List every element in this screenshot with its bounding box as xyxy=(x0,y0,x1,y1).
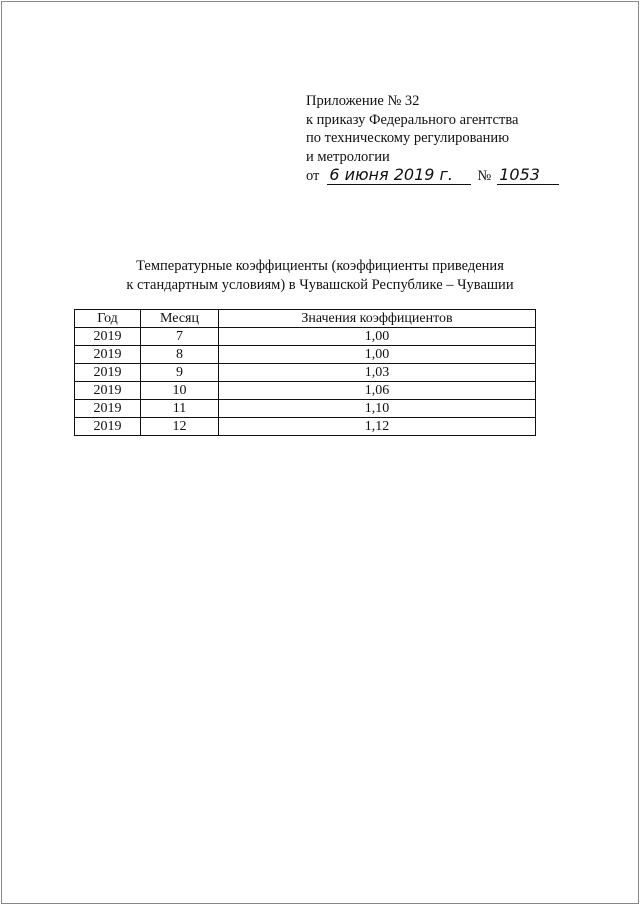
table-row xyxy=(75,346,536,364)
cell-month: 11 xyxy=(141,400,219,418)
appendix-block xyxy=(306,92,559,185)
cell-coefficient: 1,12 xyxy=(219,418,536,436)
number-sign: № xyxy=(477,167,492,184)
header-year: Год xyxy=(75,310,141,328)
cell-year: 2019 xyxy=(75,328,141,346)
cell-month: 10 xyxy=(141,382,219,400)
cell-coefficient: 1,10 xyxy=(219,400,536,418)
title-line-1: Температурные коэффициенты (коэффициенты приведения xyxy=(136,258,504,274)
cell-year: 2019 xyxy=(75,364,141,382)
title-line-2: к стандартным условиям) в Чувашской Республике – Чувашии xyxy=(126,277,514,293)
header-coefficient: Значения коэффициентов xyxy=(219,310,536,328)
table-row xyxy=(75,328,536,346)
appendix-metrology-line: и метрологии xyxy=(306,148,390,165)
cell-year: 2019 xyxy=(75,346,141,364)
cell-month: 12 xyxy=(141,418,219,436)
handwritten-order-number: 1053 xyxy=(497,166,559,185)
header-month: Месяц xyxy=(141,310,219,328)
appendix-order-line: к приказу Федерального агентства xyxy=(306,111,519,128)
from-label: от xyxy=(306,167,320,184)
table-row xyxy=(75,400,536,418)
cell-month: 7 xyxy=(141,328,219,346)
order-date-line xyxy=(306,166,559,185)
cell-year: 2019 xyxy=(75,400,141,418)
cell-coefficient: 1,00 xyxy=(219,346,536,364)
table-row xyxy=(75,382,536,400)
handwritten-date: 6 июня 2019 г. xyxy=(327,166,471,185)
table-header-row xyxy=(75,310,536,328)
cell-coefficient: 1,06 xyxy=(219,382,536,400)
coefficients-table xyxy=(74,309,536,436)
appendix-title: Приложение № 32 xyxy=(306,93,420,109)
cell-month: 8 xyxy=(141,346,219,364)
table-row xyxy=(75,364,536,382)
cell-coefficient: 1,00 xyxy=(219,328,536,346)
table-row xyxy=(75,418,536,436)
cell-year: 2019 xyxy=(75,382,141,400)
cell-coefficient: 1,03 xyxy=(219,364,536,382)
cell-year: 2019 xyxy=(75,418,141,436)
document-title xyxy=(70,257,570,295)
cell-month: 9 xyxy=(141,364,219,382)
appendix-agency-line: по техническому регулированию xyxy=(306,130,510,146)
